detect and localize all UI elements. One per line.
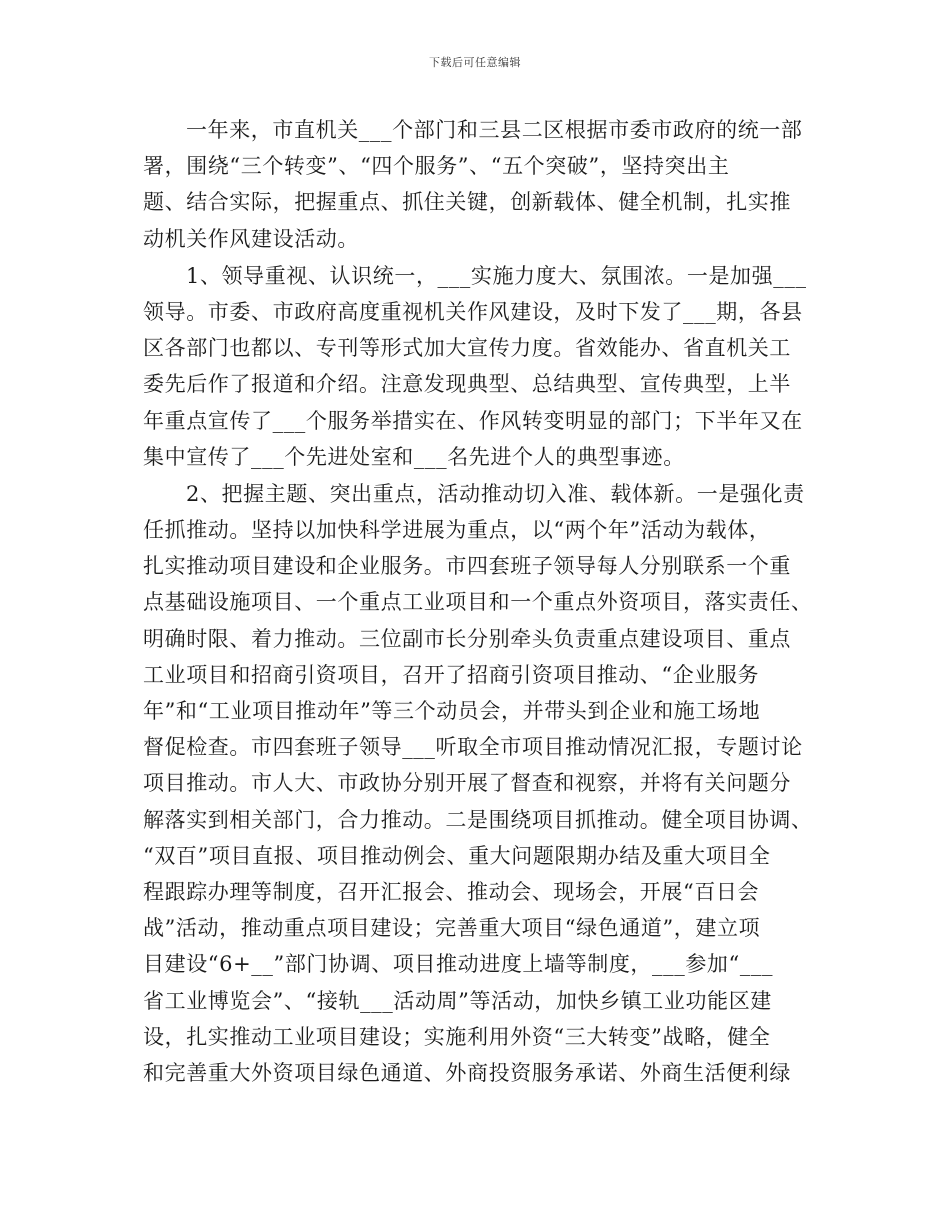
text-line: 工业项目和招商引资项目，召开了招商引资项目推动、“企业服务 xyxy=(143,662,760,687)
text-line: 动机关作风建设活动。 xyxy=(143,226,359,251)
text-line: 设，扎实推动工业项目建设；实施利用外资“三大转变”战略，健全 xyxy=(143,1024,771,1049)
text-line: 程跟踪办理等制度，召开汇报会、推动会、现场会，开展“百日会 xyxy=(143,879,760,904)
text-line: 项目推动。市人大、市政协分别开展了督查和视察，并将有关问题分 xyxy=(143,771,791,796)
page-header: 下载后可任意编辑 xyxy=(429,56,521,69)
text-line: 任抓推动。坚持以加快科学进展为重点，以“两个年”活动为载体， xyxy=(143,518,771,543)
text-line: 和完善重大外资项目绿色通道、外商投资服务承诺、外商生活便利绿 xyxy=(143,1060,791,1085)
text-line: 题、结合实际，把握重点、抓住关键，创新载体、健全机制，扎实推 xyxy=(143,190,791,215)
text-line: 集中宣传了___个先进处室和___名先进个人的典型事迹。 xyxy=(143,444,685,469)
text-line: 省工业博览会”、“接轨___活动周”等活动，加快乡镇工业功能区建 xyxy=(143,988,772,1013)
text-line: 委先后作了报道和介绍。注意发现典型、总结典型、宣传典型，上半 xyxy=(143,372,791,397)
text-line: 解落实到相关部门，合力推动。二是围绕项目抓推动。健全项目协调、 xyxy=(143,807,813,832)
document-body xyxy=(143,112,813,1091)
text-line: 目建设“6+__”部门协调、项目推动进度上墙等制度，___参加“___ xyxy=(143,952,774,977)
text-line: 点基础设施项目、一个重点工业项目和一个重点外资项目，落实责任、 xyxy=(143,590,813,615)
text-line: 1、领导重视、认识统一，___实施力度大、氛围浓。一是加强___ xyxy=(186,263,807,288)
text-line: 领导。市委、市政府高度重视机关作风建设，及时下发了___期，各县 xyxy=(143,299,803,324)
text-line: 2、把握主题、突出重点，活动推动切入准、载体新。一是强化责 xyxy=(186,481,805,506)
text-line: 督促检查。市四套班子领导___听取全市项目推动情况汇报，专题讨论 xyxy=(143,735,803,760)
text-line: 一年来，市直机关___个部门和三县二区根据市委市政府的统一部 xyxy=(186,118,803,142)
text-line: 署，围绕“三个转变”、“四个服务”、“五个突破”，坚持突出主 xyxy=(143,154,730,179)
text-line: 年”和“工业项目推动年”等三个动员会，并带头到企业和施工场地 xyxy=(143,699,761,723)
text-line: 年重点宣传了___个服务举措实在、作风转变明显的部门；下半年又在 xyxy=(143,408,803,433)
text-line: 战”活动，推动重点项目建设；完善重大项目“绿色通道”，建立项 xyxy=(143,916,761,941)
text-line: “双百”项目直报、项目推动例会、重大问题限期办结及重大项目全 xyxy=(143,843,771,868)
text-line: 区各部门也都以、专刊等形式加大宣传力度。省效能办、省直机关工 xyxy=(143,336,791,361)
text-line: 明确时限、着力推动。三位副市长分别牵头负责重点建设项目、重点 xyxy=(143,626,791,651)
text-line: 扎实推动项目建设和企业服务。市四套班子领导每人分别联系一个重 xyxy=(143,554,791,579)
